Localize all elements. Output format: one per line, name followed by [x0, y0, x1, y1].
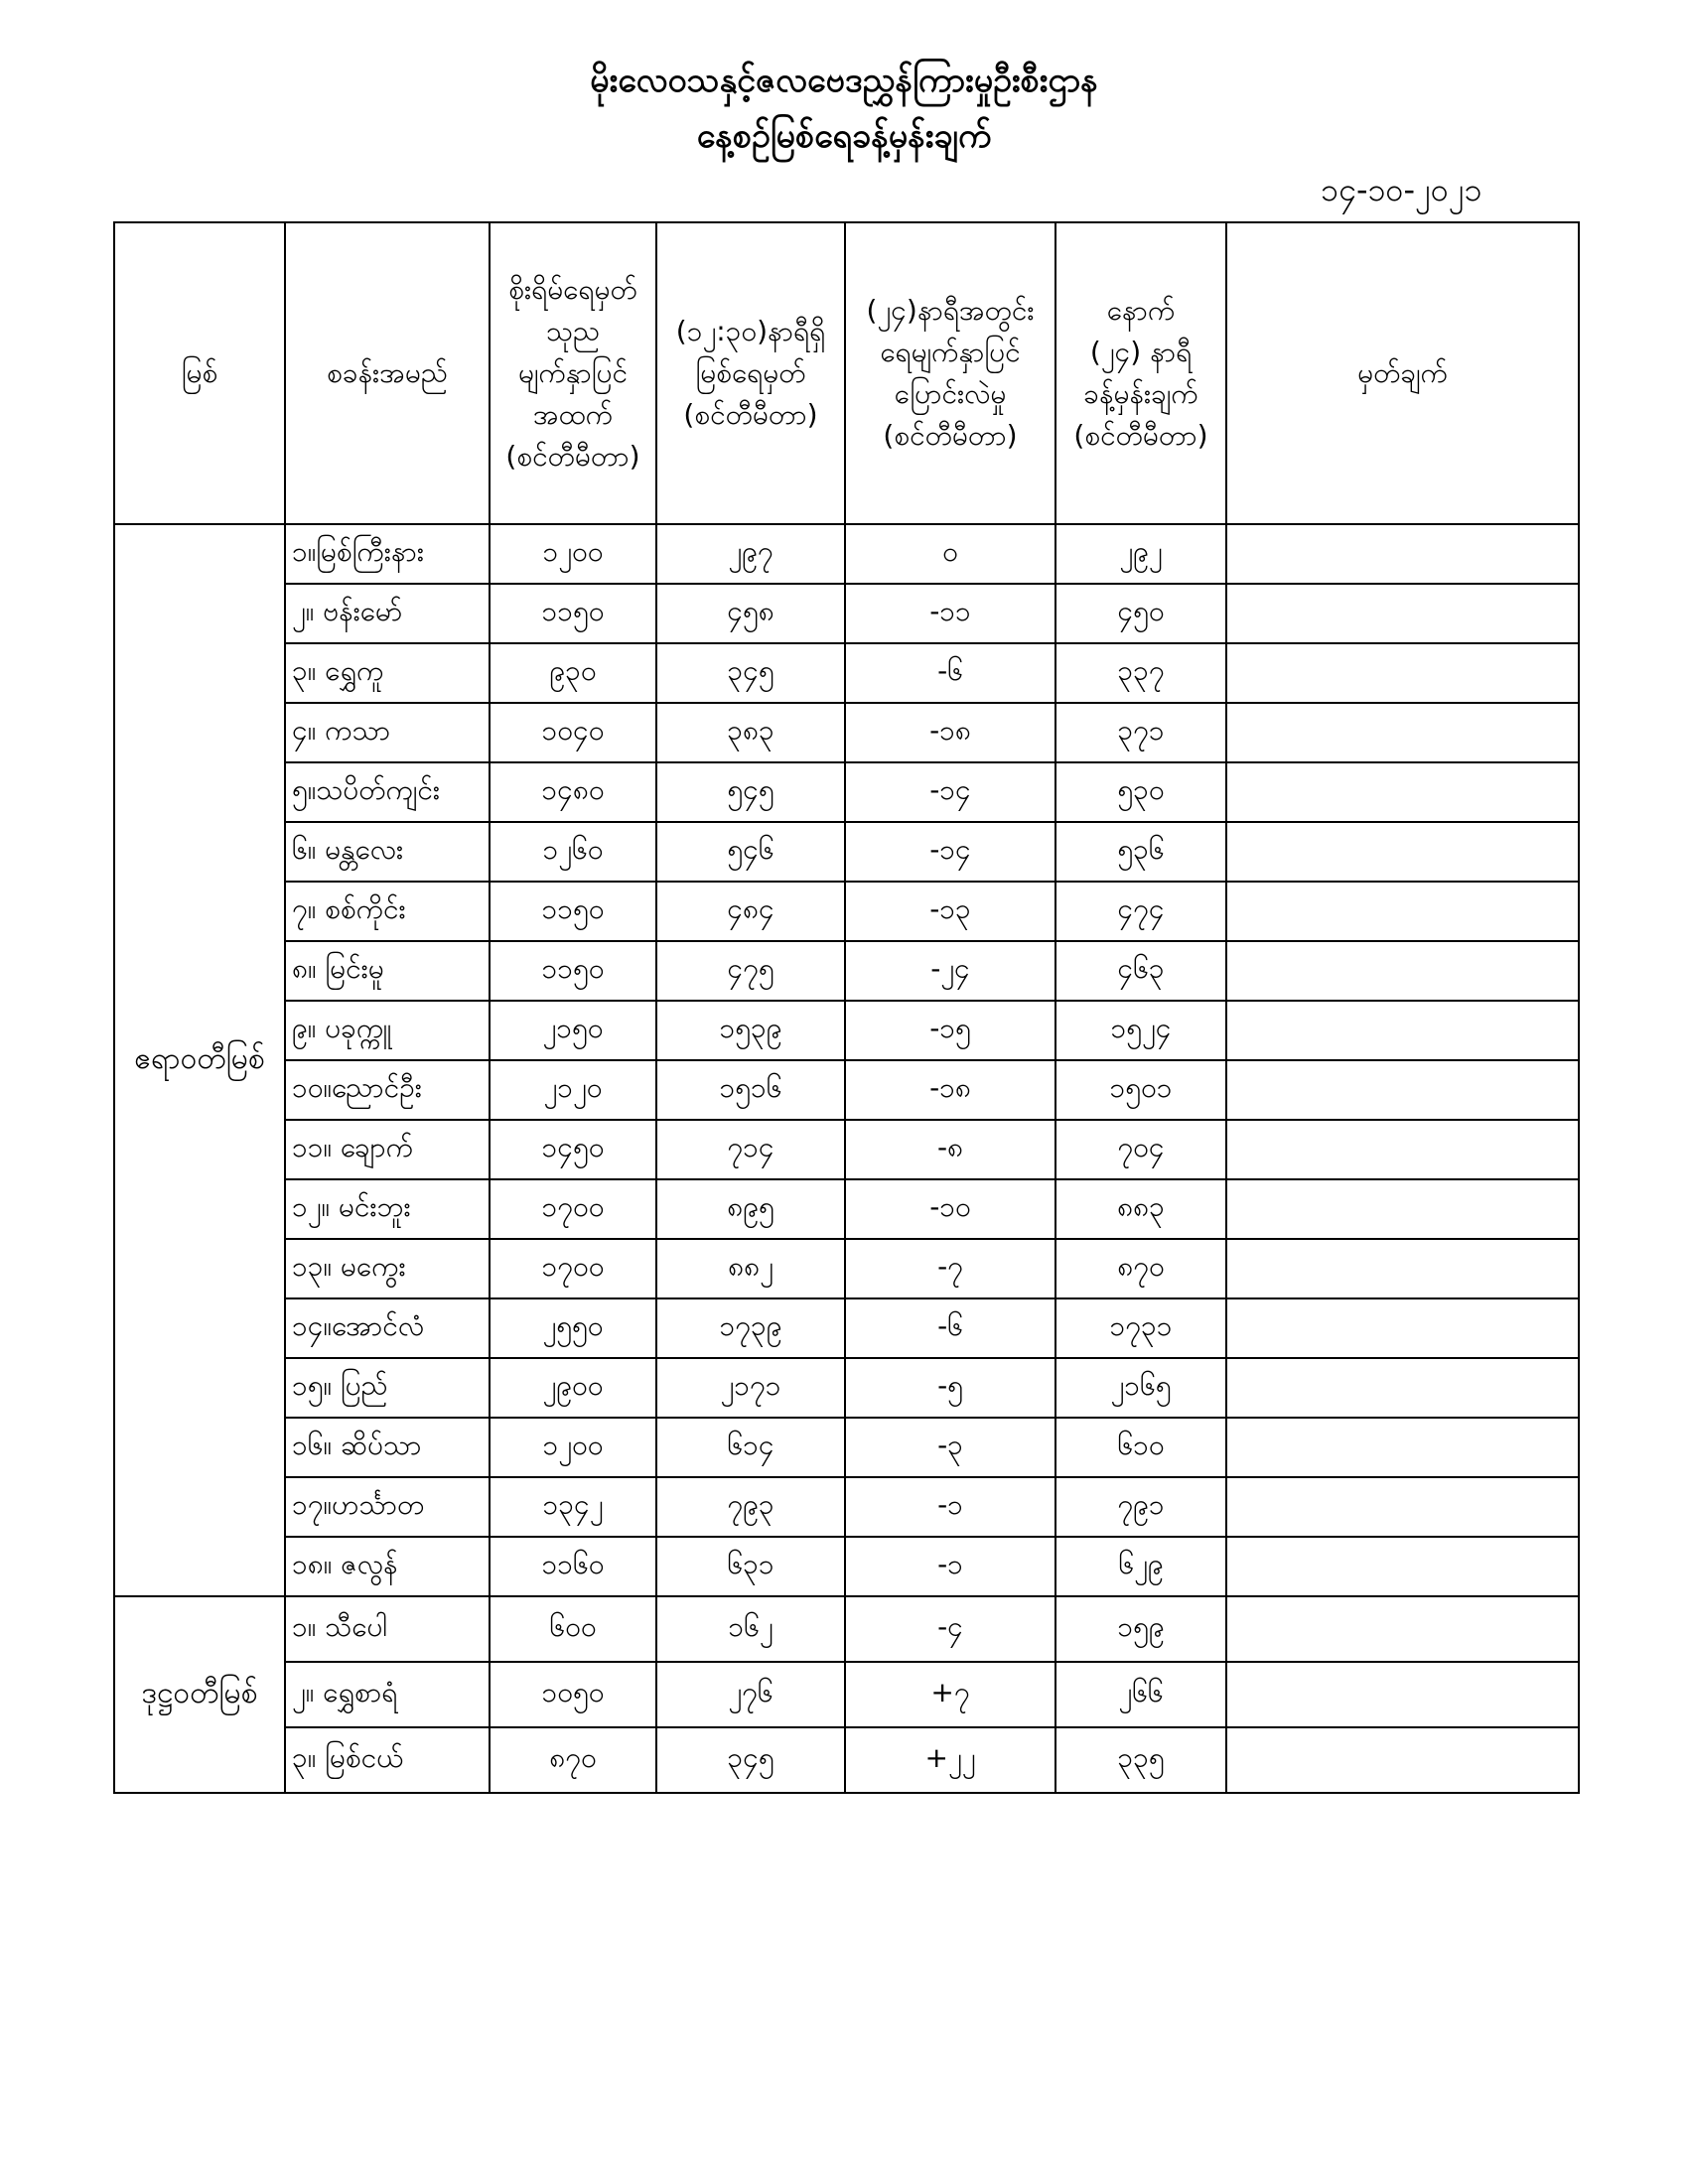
forecast-cell: ၆၁၀	[1055, 1418, 1226, 1477]
danger-level-cell: ၁၇၀၀	[490, 1239, 656, 1298]
danger-level-cell: ၁၁၅၀	[490, 882, 656, 941]
forecast-cell: ၁၅၉	[1055, 1596, 1226, 1662]
table-row	[114, 941, 1579, 1001]
remark-cell	[1226, 1120, 1579, 1179]
danger-level-cell: ၁၀၄၀	[490, 703, 656, 762]
forecast-cell: ၆၂၉	[1055, 1537, 1226, 1596]
river-name-cell: ဒုဋ္ဌဝတီမြစ်	[114, 1596, 285, 1793]
station-name-cell: ၄။ ကသာ	[285, 703, 490, 762]
forecast-cell: ၄၇၄	[1055, 882, 1226, 941]
current-level-cell: ၃၈၃	[656, 703, 845, 762]
danger-level-cell: ၁၁၅၀	[490, 941, 656, 1001]
change-cell: -၁၃	[845, 882, 1055, 941]
table-row	[114, 1537, 1579, 1596]
danger-level-cell: ၂၅၅၀	[490, 1298, 656, 1358]
forecast-cell: ၃၃၅	[1055, 1727, 1226, 1793]
station-name-cell: ၅။သပိတ်ကျင်း	[285, 762, 490, 822]
current-level-cell: ၄၇၅	[656, 941, 845, 1001]
table-row	[114, 762, 1579, 822]
remark-cell	[1226, 1358, 1579, 1418]
current-level-cell: ၅၄၆	[656, 822, 845, 882]
header-danger-level: စိုးရိမ်ရေမှတ် သုညမျက်နှာပြင် အထက် (စင်တီမီတာ)	[490, 222, 656, 524]
danger-level-cell: ၁၁၆၀	[490, 1537, 656, 1596]
station-name-cell: ၁၁။ ချောက်	[285, 1120, 490, 1179]
remark-cell	[1226, 1537, 1579, 1596]
forecast-cell: ၁၇၃၁	[1055, 1298, 1226, 1358]
table-row	[114, 1120, 1579, 1179]
table-row	[114, 1001, 1579, 1060]
forecast-cell: ၁၅၀၁	[1055, 1060, 1226, 1120]
station-name-cell: ၆။ မန္တလေး	[285, 822, 490, 882]
remark-cell	[1226, 1179, 1579, 1239]
current-level-cell: ၇၉၃	[656, 1477, 845, 1537]
remark-cell	[1226, 1662, 1579, 1727]
remark-cell	[1226, 524, 1579, 584]
danger-level-cell: ၈၇၀	[490, 1727, 656, 1793]
table-row	[114, 1358, 1579, 1418]
table-header-row	[114, 222, 1579, 524]
change-cell: -၁၀	[845, 1179, 1055, 1239]
forecast-cell: ၅၃၆	[1055, 822, 1226, 882]
station-name-cell: ၁။မြစ်ကြီးနား	[285, 524, 490, 584]
table-row	[114, 524, 1579, 584]
forecast-cell: ၄၆၃	[1055, 941, 1226, 1001]
change-cell: -၁၈	[845, 1060, 1055, 1120]
remark-cell	[1226, 703, 1579, 762]
table-row	[114, 1477, 1579, 1537]
current-level-cell: ၁၅၁၆	[656, 1060, 845, 1120]
remark-cell	[1226, 941, 1579, 1001]
change-cell: +၂၂	[845, 1727, 1055, 1793]
current-level-cell: ၄၅၈	[656, 584, 845, 643]
river-forecast-table	[113, 221, 1580, 1794]
forecast-cell: ၃၃၇	[1055, 643, 1226, 703]
station-name-cell: ၈။ မြင်းမူ	[285, 941, 490, 1001]
change-cell: -၅	[845, 1358, 1055, 1418]
forecast-cell: ၂၆၆	[1055, 1662, 1226, 1727]
table-row	[114, 1727, 1579, 1793]
danger-level-cell: ၁၄၅၀	[490, 1120, 656, 1179]
current-level-cell: ၈၈၂	[656, 1239, 845, 1298]
table-row	[114, 1596, 1579, 1662]
current-level-cell: ၆၃၁	[656, 1537, 845, 1596]
change-cell: -၈	[845, 1120, 1055, 1179]
current-level-cell: ၁၅၃၉	[656, 1001, 845, 1060]
current-level-cell: ၄၈၄	[656, 882, 845, 941]
report-title: နေ့စဉ်မြစ်ရေခန့်မှန်းချက်	[696, 116, 992, 156]
table-row	[114, 643, 1579, 703]
header-24h-change: (၂၄)နာရီအတွင်း ရေမျက်နှာပြင် ပြောင်းလဲမှု (စင်တီမီတာ)	[845, 222, 1055, 524]
table-row	[114, 882, 1579, 941]
station-name-cell: ၁၅။ ပြည်	[285, 1358, 490, 1418]
station-name-cell: ၁၀။ညောင်ဦး	[285, 1060, 490, 1120]
current-level-cell: ၆၁၄	[656, 1418, 845, 1477]
change-cell: +၇	[845, 1662, 1055, 1727]
station-name-cell: ၇။ စစ်ကိုင်း	[285, 882, 490, 941]
danger-level-cell: ၉၃၀	[490, 643, 656, 703]
table-row	[114, 1298, 1579, 1358]
station-name-cell: ၉။ ပခုက္ကူ	[285, 1001, 490, 1060]
current-level-cell: ၂၉၇	[656, 524, 845, 584]
river-name-cell: ဧရာဝတီမြစ်	[114, 524, 285, 1596]
remark-cell	[1226, 1596, 1579, 1662]
danger-level-cell: ၁၂၆၀	[490, 822, 656, 882]
change-cell: -၁၈	[845, 703, 1055, 762]
station-name-cell: ၃။ မြစ်ငယ်	[285, 1727, 490, 1793]
current-level-cell: ၃၄၅	[656, 1727, 845, 1793]
header-station: စခန်းအမည်	[285, 222, 490, 524]
header-river: မြစ်	[114, 222, 285, 524]
remark-cell	[1226, 1727, 1579, 1793]
change-cell: -၃	[845, 1418, 1055, 1477]
station-name-cell: ၁၃။ မကွေး	[285, 1239, 490, 1298]
current-level-cell: ၈၉၅	[656, 1179, 845, 1239]
change-cell: -၁၄	[845, 822, 1055, 882]
current-level-cell: ၂၁၇၁	[656, 1358, 845, 1418]
station-name-cell: ၁၈။ ဇလွန်	[285, 1537, 490, 1596]
danger-level-cell: ၂၉၀၀	[490, 1358, 656, 1418]
remark-cell	[1226, 1477, 1579, 1537]
remark-cell	[1226, 643, 1579, 703]
current-level-cell: ၅၄၅	[656, 762, 845, 822]
forecast-cell: ၄၅၀	[1055, 584, 1226, 643]
table-body	[114, 524, 1579, 1793]
current-level-cell: ၁၆၂	[656, 1596, 845, 1662]
danger-level-cell: ၂၁၅၀	[490, 1001, 656, 1060]
remark-cell	[1226, 762, 1579, 822]
remark-cell	[1226, 822, 1579, 882]
change-cell: -၁၅	[845, 1001, 1055, 1060]
danger-level-cell: ၁၃၄၂	[490, 1477, 656, 1537]
change-cell: ၀	[845, 524, 1055, 584]
forecast-cell: ၁၅၂၄	[1055, 1001, 1226, 1060]
change-cell: -၆	[845, 643, 1055, 703]
remark-cell	[1226, 584, 1579, 643]
current-level-cell: ၁၇၃၉	[656, 1298, 845, 1358]
station-name-cell: ၁၂။ မင်းဘူး	[285, 1179, 490, 1239]
remark-cell	[1226, 1418, 1579, 1477]
danger-level-cell: ၂၁၂၀	[490, 1060, 656, 1120]
remark-cell	[1226, 882, 1579, 941]
station-name-cell: ၂။ ဗန်းမော်	[285, 584, 490, 643]
danger-level-cell: ၁၂၀၀	[490, 524, 656, 584]
header-forecast: နောက် (၂၄) နာရီ ခန့်မှန်းချက် (စင်တီမီတာ)	[1055, 222, 1226, 524]
danger-level-cell: ၁၇၀၀	[490, 1179, 656, 1239]
change-cell: -၂၄	[845, 941, 1055, 1001]
change-cell: -၁	[845, 1477, 1055, 1537]
table-row	[114, 703, 1579, 762]
table-row	[114, 822, 1579, 882]
forecast-cell: ၅၃၀	[1055, 762, 1226, 822]
table-row	[114, 1418, 1579, 1477]
change-cell: -၄	[845, 1596, 1055, 1662]
current-level-cell: ၂၇၆	[656, 1662, 845, 1727]
table-row	[114, 1239, 1579, 1298]
danger-level-cell: ၁၂၀၀	[490, 1418, 656, 1477]
forecast-cell: ၈၇၀	[1055, 1239, 1226, 1298]
danger-level-cell: ၁၄၈၀	[490, 762, 656, 822]
station-name-cell: ၂။ ရွှေစာရံ	[285, 1662, 490, 1727]
table-row	[114, 584, 1579, 643]
table-row	[114, 1060, 1579, 1120]
forecast-cell: ၇၀၄	[1055, 1120, 1226, 1179]
change-cell: -၆	[845, 1298, 1055, 1358]
forecast-cell: ၃၇၁	[1055, 703, 1226, 762]
header-current-level: (၁၂:၃၀)နာရီရှိ မြစ်ရေမှတ် (စင်တီမီတာ)	[656, 222, 845, 524]
station-name-cell: ၁၇။ဟင်္သာတ	[285, 1477, 490, 1537]
station-name-cell: ၁၄။အောင်လံ	[285, 1298, 490, 1358]
remark-cell	[1226, 1239, 1579, 1298]
table-row	[114, 1179, 1579, 1239]
station-name-cell: ၁။ သီပေါ	[285, 1596, 490, 1662]
forecast-cell: ၂၉၂	[1055, 524, 1226, 584]
change-cell: -၁၁	[845, 584, 1055, 643]
remark-cell	[1226, 1298, 1579, 1358]
station-name-cell: ၃။ ရွှေကူ	[285, 643, 490, 703]
department-title: မိုးလေဝသနှင့်ဇလဗေဒညွှန်ကြားမှုဦးစီးဌာန	[590, 61, 1098, 100]
current-level-cell: ၃၄၅	[656, 643, 845, 703]
change-cell: -၁၄	[845, 762, 1055, 822]
danger-level-cell: ၆၀၀	[490, 1596, 656, 1662]
danger-level-cell: ၁၀၅၀	[490, 1662, 656, 1727]
remark-cell	[1226, 1060, 1579, 1120]
forecast-cell: ၇၉၁	[1055, 1477, 1226, 1537]
remark-cell	[1226, 1001, 1579, 1060]
change-cell: -၇	[845, 1239, 1055, 1298]
change-cell: -၁	[845, 1537, 1055, 1596]
report-date: ၁၄-၁၀-၂၀၂၁	[1321, 171, 1482, 208]
station-name-cell: ၁၆။ ဆိပ်သာ	[285, 1418, 490, 1477]
forecast-cell: ၈၈၃	[1055, 1179, 1226, 1239]
current-level-cell: ၇၁၄	[656, 1120, 845, 1179]
table-row	[114, 1662, 1579, 1727]
forecast-cell: ၂၁၆၅	[1055, 1358, 1226, 1418]
danger-level-cell: ၁၁၅၀	[490, 584, 656, 643]
header-remarks: မှတ်ချက်	[1226, 222, 1579, 524]
